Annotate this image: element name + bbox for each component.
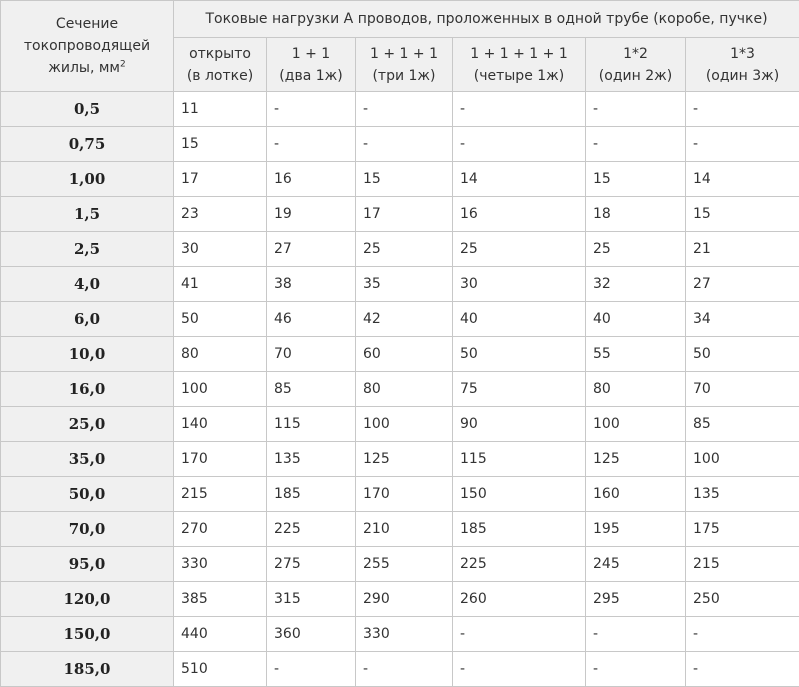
value-cell: 30 (174, 232, 267, 267)
section-cell: 0,5 (1, 92, 174, 127)
value-cell: - (686, 652, 799, 687)
value-cell: 330 (356, 617, 453, 652)
section-cell: 185,0 (1, 652, 174, 687)
section-cell: 50,0 (1, 477, 174, 512)
table-row (1, 512, 799, 547)
value-cell: 295 (586, 582, 686, 617)
table-row (1, 302, 799, 337)
value-cell: 17 (356, 197, 453, 232)
value-cell: 25 (356, 232, 453, 267)
value-cell: - (356, 92, 453, 127)
value-cell: 23 (174, 197, 267, 232)
section-header-superscript: 2 (120, 59, 126, 69)
section-header-line2: токопроводящей (24, 38, 150, 54)
value-cell: 100 (174, 372, 267, 407)
value-cell: 210 (356, 512, 453, 547)
subheader-line2: (один 2ж) (599, 68, 672, 84)
value-cell: 50 (453, 337, 586, 372)
value-cell: 260 (453, 582, 586, 617)
section-cell: 1,5 (1, 197, 174, 232)
subheader-cell (267, 38, 356, 92)
table-row (1, 92, 799, 127)
value-cell: 46 (267, 302, 356, 337)
value-cell: 32 (586, 267, 686, 302)
value-cell: 14 (686, 162, 799, 197)
value-cell: - (453, 617, 586, 652)
value-cell: 25 (586, 232, 686, 267)
table-row (1, 407, 799, 442)
value-cell: 250 (686, 582, 799, 617)
value-cell: 135 (267, 442, 356, 477)
subheader-line1: 1 + 1 (292, 46, 330, 62)
value-cell: - (586, 92, 686, 127)
value-cell: 50 (174, 302, 267, 337)
value-cell: - (356, 652, 453, 687)
section-cell: 1,00 (1, 162, 174, 197)
value-cell: 215 (686, 547, 799, 582)
value-cell: 100 (686, 442, 799, 477)
subheader-line1: 1*3 (730, 46, 755, 62)
section-cell: 35,0 (1, 442, 174, 477)
subheader-cell (174, 38, 267, 92)
value-cell: - (586, 127, 686, 162)
value-cell: 140 (174, 407, 267, 442)
value-cell: 15 (586, 162, 686, 197)
value-cell: 150 (453, 477, 586, 512)
value-cell: 440 (174, 617, 267, 652)
section-cell: 150,0 (1, 617, 174, 652)
section-cell: 95,0 (1, 547, 174, 582)
section-cell: 25,0 (1, 407, 174, 442)
value-cell: 115 (267, 407, 356, 442)
value-cell: 17 (174, 162, 267, 197)
table-row (1, 197, 799, 232)
section-cell: 2,5 (1, 232, 174, 267)
subheader-line1: 1*2 (623, 46, 648, 62)
value-cell: 41 (174, 267, 267, 302)
value-cell: 125 (356, 442, 453, 477)
section-cell: 10,0 (1, 337, 174, 372)
value-cell: 40 (453, 302, 586, 337)
value-cell: 40 (586, 302, 686, 337)
subheader-cell (356, 38, 453, 92)
value-cell: - (453, 652, 586, 687)
section-cell: 0,75 (1, 127, 174, 162)
value-cell: 510 (174, 652, 267, 687)
table-row (1, 232, 799, 267)
value-cell: 11 (174, 92, 267, 127)
subheader-line2: (четыре 1ж) (474, 68, 565, 84)
value-cell: - (453, 92, 586, 127)
value-cell: 35 (356, 267, 453, 302)
value-cell: 135 (686, 477, 799, 512)
value-cell: - (267, 92, 356, 127)
table-body (1, 92, 799, 687)
value-cell: 185 (453, 512, 586, 547)
header-row-main (1, 1, 799, 38)
subheader-line1: открыто (189, 46, 251, 62)
value-cell: 14 (453, 162, 586, 197)
table-row (1, 477, 799, 512)
group-column-header: Токовые нагрузки А проводов, проложенных в одной трубе (коробе, пучке) (174, 1, 799, 38)
value-cell: 195 (586, 512, 686, 547)
section-header-line3: жилы, мм (48, 60, 120, 76)
value-cell: 15 (356, 162, 453, 197)
table-row (1, 442, 799, 477)
value-cell: 34 (686, 302, 799, 337)
value-cell: 42 (356, 302, 453, 337)
value-cell: 385 (174, 582, 267, 617)
value-cell: 360 (267, 617, 356, 652)
value-cell: 70 (267, 337, 356, 372)
value-cell: 27 (686, 267, 799, 302)
value-cell: 90 (453, 407, 586, 442)
value-cell: - (267, 127, 356, 162)
value-cell: 115 (453, 442, 586, 477)
value-cell: 85 (686, 407, 799, 442)
table-row (1, 162, 799, 197)
value-cell: - (267, 652, 356, 687)
value-cell: 15 (686, 197, 799, 232)
value-cell: 60 (356, 337, 453, 372)
table-row (1, 267, 799, 302)
table-row (1, 617, 799, 652)
value-cell: 25 (453, 232, 586, 267)
section-column-header (1, 1, 174, 92)
value-cell: 100 (356, 407, 453, 442)
value-cell: 27 (267, 232, 356, 267)
value-cell: - (686, 127, 799, 162)
value-cell: 245 (586, 547, 686, 582)
value-cell: 70 (686, 372, 799, 407)
value-cell: - (686, 617, 799, 652)
value-cell: - (586, 617, 686, 652)
value-cell: 170 (356, 477, 453, 512)
value-cell: 175 (686, 512, 799, 547)
table-row (1, 127, 799, 162)
value-cell: 18 (586, 197, 686, 232)
value-cell: 80 (356, 372, 453, 407)
value-cell: 225 (267, 512, 356, 547)
value-cell: 170 (174, 442, 267, 477)
value-cell: 75 (453, 372, 586, 407)
value-cell: - (356, 127, 453, 162)
subheader-line2: (два 1ж) (279, 68, 342, 84)
value-cell: 55 (586, 337, 686, 372)
value-cell: 16 (453, 197, 586, 232)
value-cell: 290 (356, 582, 453, 617)
subheader-line2: (три 1ж) (372, 68, 435, 84)
value-cell: 185 (267, 477, 356, 512)
value-cell: - (686, 92, 799, 127)
value-cell: 16 (267, 162, 356, 197)
value-cell: 330 (174, 547, 267, 582)
value-cell: 125 (586, 442, 686, 477)
value-cell: 215 (174, 477, 267, 512)
section-cell: 70,0 (1, 512, 174, 547)
table-row (1, 337, 799, 372)
subheader-line2: (в лотке) (187, 68, 253, 84)
section-header-line1: Сечение (56, 16, 118, 32)
value-cell: 85 (267, 372, 356, 407)
table-row (1, 582, 799, 617)
section-cell: 4,0 (1, 267, 174, 302)
value-cell: 19 (267, 197, 356, 232)
value-cell: - (586, 652, 686, 687)
value-cell: - (453, 127, 586, 162)
value-cell: 15 (174, 127, 267, 162)
value-cell: 80 (174, 337, 267, 372)
value-cell: 100 (586, 407, 686, 442)
value-cell: 80 (586, 372, 686, 407)
subheader-line2: (один 3ж) (706, 68, 779, 84)
value-cell: 225 (453, 547, 586, 582)
value-cell: 38 (267, 267, 356, 302)
section-cell: 6,0 (1, 302, 174, 337)
value-cell: 315 (267, 582, 356, 617)
section-cell: 16,0 (1, 372, 174, 407)
table-row (1, 372, 799, 407)
table-row (1, 652, 799, 687)
subheader-cell (453, 38, 586, 92)
value-cell: 275 (267, 547, 356, 582)
subheader-cell (586, 38, 686, 92)
value-cell: 30 (453, 267, 586, 302)
subheader-line1: 1 + 1 + 1 (370, 46, 438, 62)
subheader-line1: 1 + 1 + 1 + 1 (470, 46, 568, 62)
section-cell: 120,0 (1, 582, 174, 617)
value-cell: 270 (174, 512, 267, 547)
table-row (1, 547, 799, 582)
value-cell: 21 (686, 232, 799, 267)
value-cell: 160 (586, 477, 686, 512)
subheader-cell (686, 38, 799, 92)
value-cell: 50 (686, 337, 799, 372)
value-cell: 255 (356, 547, 453, 582)
